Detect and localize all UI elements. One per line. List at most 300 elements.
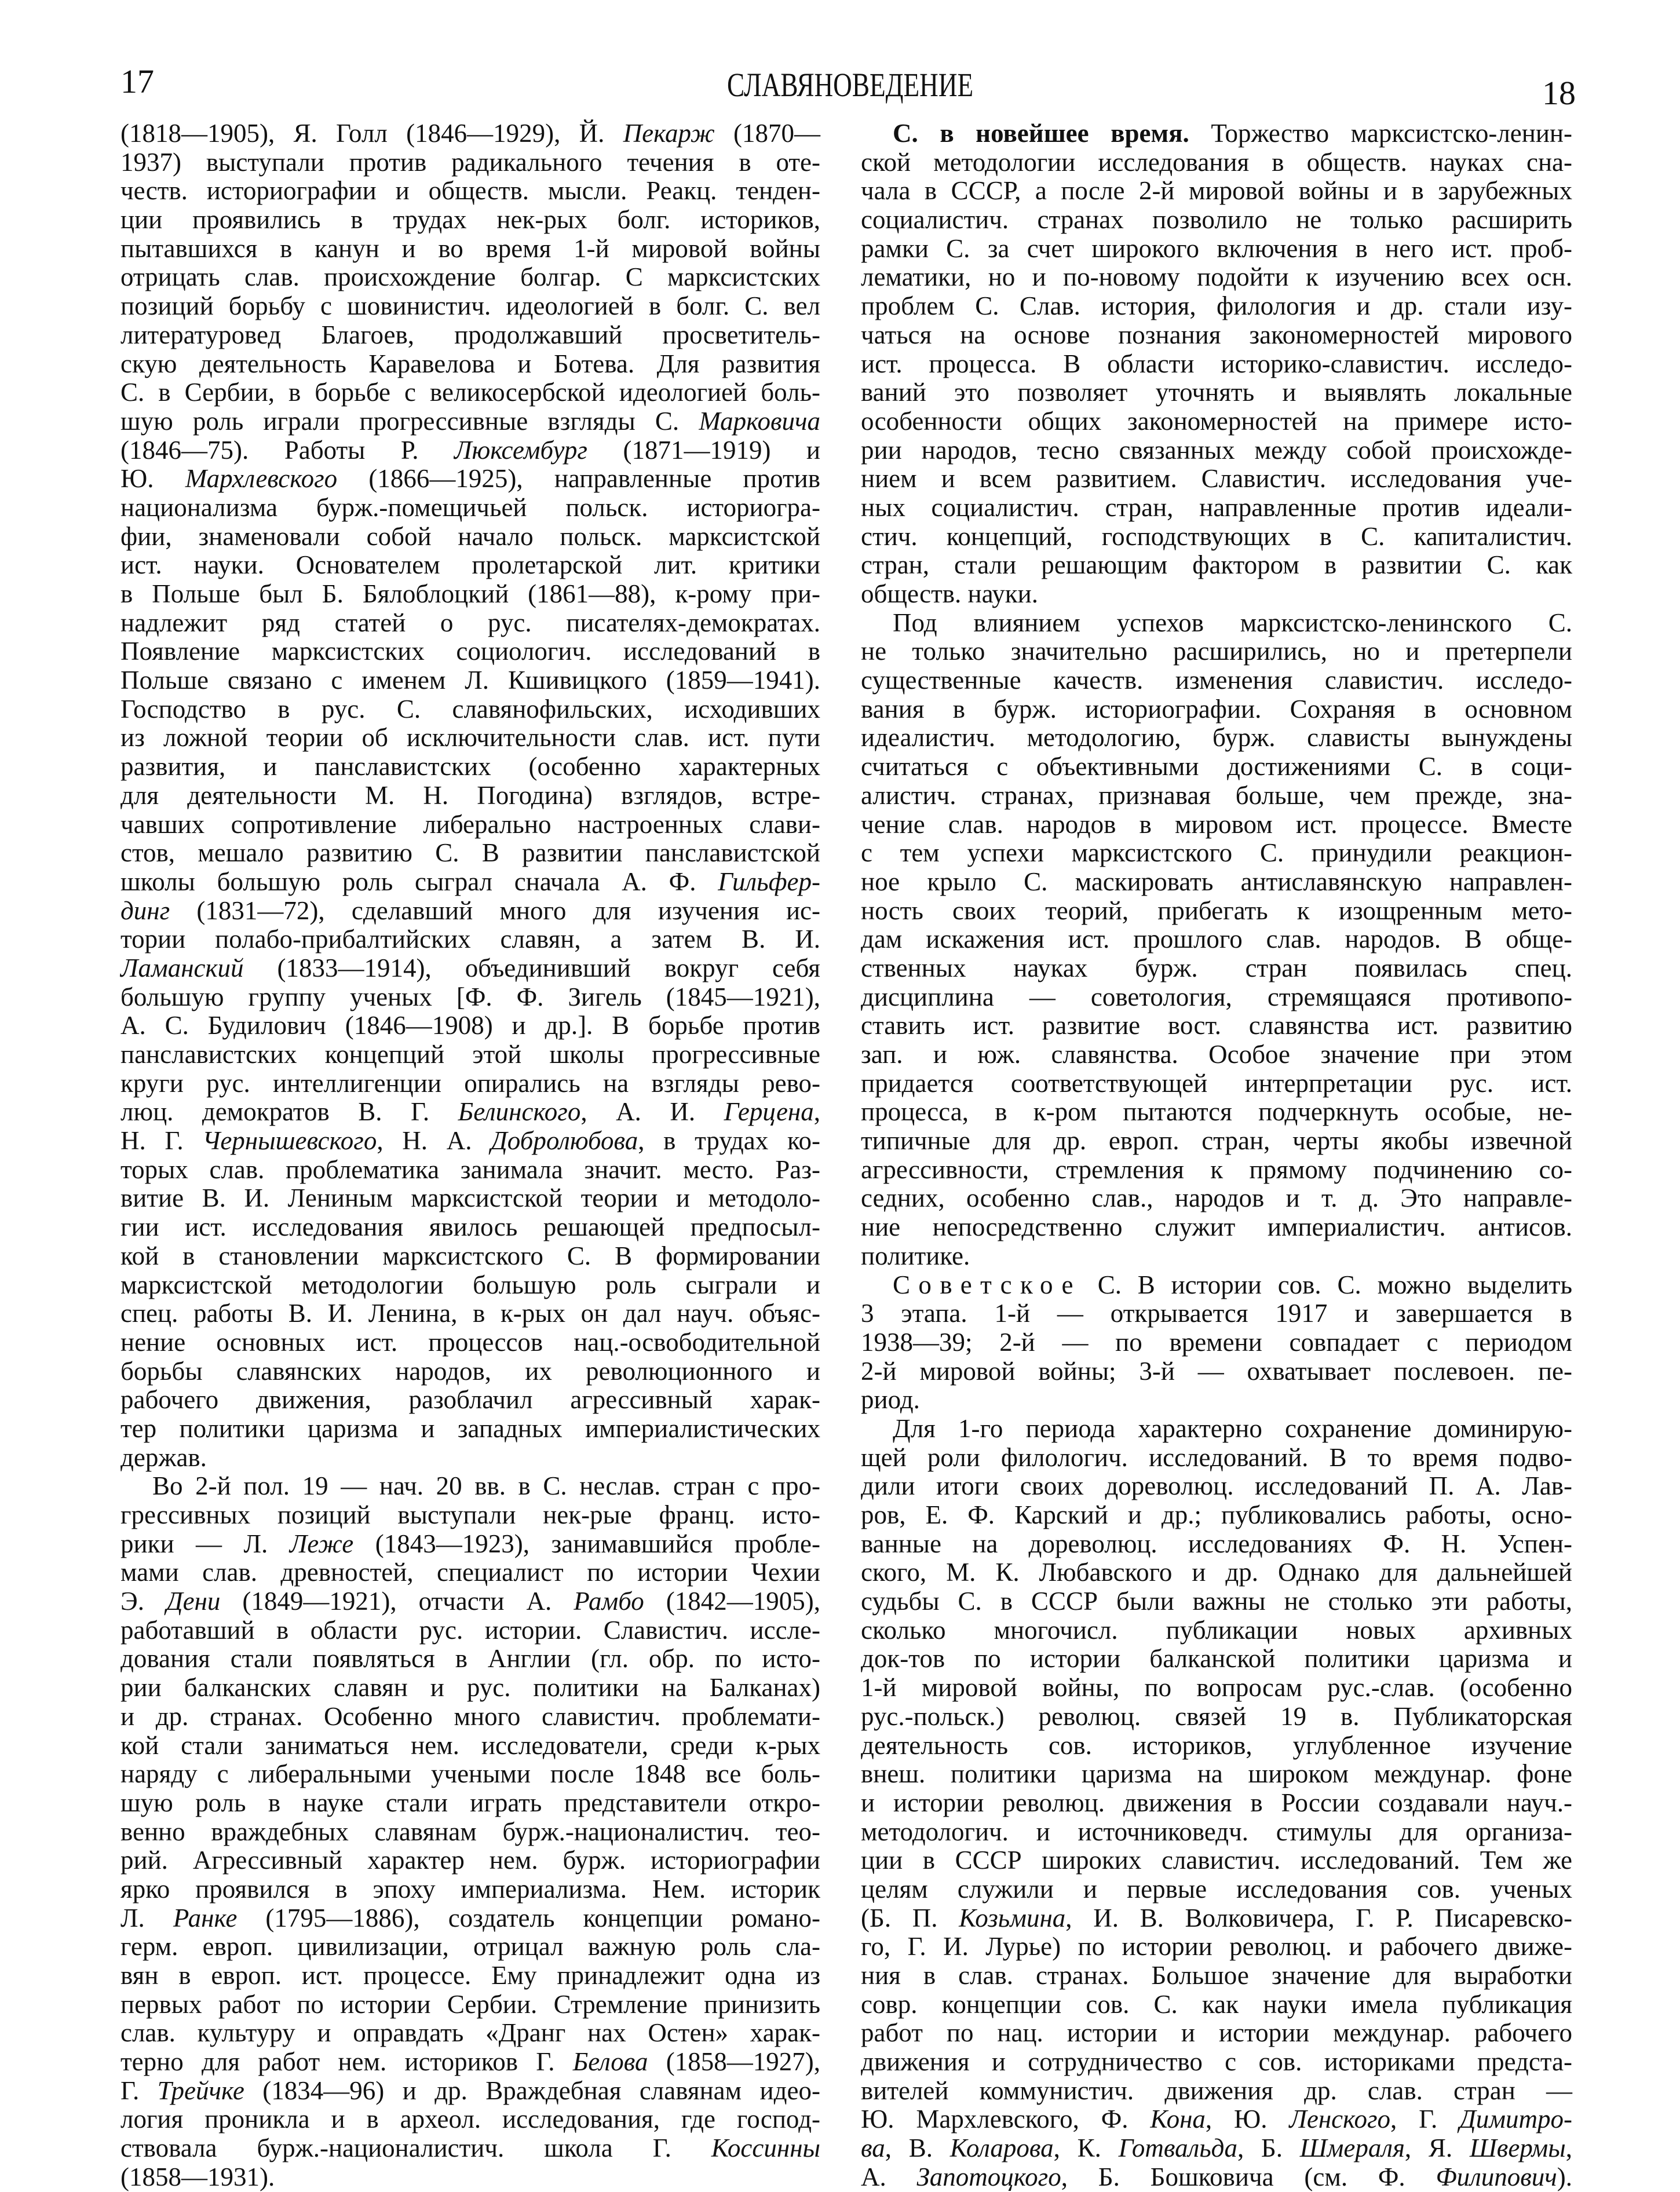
text-run: скую деятельность Каравелова и Ботева. Для развития (120, 349, 820, 378)
text-run: спец. работы В. И. Ленина, в к-рых он дал науч. объяс- (120, 1299, 820, 1328)
text-line (120, 1328, 820, 1357)
text-line (861, 868, 1572, 897)
text-line (861, 925, 1572, 954)
text-line (120, 637, 820, 666)
text-line (120, 1818, 820, 1847)
text-run: ции в СССР широких славистич. исследований. Тем же (861, 1846, 1572, 1875)
text-run: 1-й мировой войны, по вопросам рус.-слав. (особенно (861, 1673, 1572, 1703)
text-run: дили итоги своих дореволюц. исследований П. А. Лав- (861, 1471, 1572, 1501)
text-run: стов, мешало развитию С. В развитии панславистской (120, 838, 820, 868)
text-run: щей роли филологич. исследований. В то время подво- (861, 1442, 1572, 1472)
text-run: рии балканских славян и рус. политики на Балканах) (120, 1673, 820, 1703)
text-line (861, 781, 1572, 810)
page-number-right: 18 (1542, 74, 1576, 112)
text-line (861, 1271, 1572, 1300)
text-line (120, 1156, 820, 1185)
text-line (861, 637, 1572, 666)
text-line (861, 1040, 1572, 1069)
text-line (120, 1069, 820, 1098)
text-run: люц. демократов В. Г. (120, 1097, 458, 1127)
running-head-title: СЛАВЯНОВЕДЕНИЕ (727, 66, 974, 104)
text-run: фии, знаменовали собой начало польск. марксистской (120, 521, 820, 551)
text-line (861, 263, 1572, 292)
text-line (120, 1875, 820, 1904)
italic-name: Мархлевского (185, 464, 338, 494)
text-line (120, 148, 820, 177)
text-line (861, 1616, 1572, 1645)
text-run: нием и всем развитием. Славистич. исследования уче- (861, 464, 1572, 494)
text-run: 1937) выступали против радикального течения в оте- (120, 147, 820, 177)
text-line (861, 2163, 1572, 2192)
text-run: , Г. (1390, 2105, 1460, 2134)
text-line (120, 1645, 820, 1674)
text-run: ное крыло С. маскировать антиславянскую направлен- (861, 867, 1572, 896)
text-run: (1870— (714, 119, 820, 148)
text-line (120, 1904, 820, 1933)
italic-name: Гильфер- (718, 867, 820, 896)
text-run: для деятельности М. Н. Погодина) взглядов, встре- (120, 780, 820, 810)
text-line (861, 1098, 1572, 1127)
text-line (861, 465, 1572, 494)
text-run: мами слав. древностей, специалист по истории Чехии (120, 1558, 820, 1587)
text-run: ского, М. К. Любавского и др. Однако для дальнейшей (861, 1558, 1572, 1587)
italic-name: Готвальда (1118, 2133, 1237, 2163)
text-run: круги рус. интеллигенции опирались на взгляды рево- (120, 1068, 820, 1098)
italic-name: Кона (1150, 2105, 1206, 2134)
text-run: нение основных ист. процессов нац.-освободительной (120, 1327, 820, 1357)
text-line (120, 2134, 820, 2163)
text-run: особенности общих закономерностей на примере исто- (861, 406, 1572, 436)
text-line (120, 1127, 820, 1156)
text-run: С. в Сербии, в борьбе с великосербской идеологией боль- (120, 378, 820, 407)
italic-name: Дени (166, 1587, 221, 1616)
text-line (861, 810, 1572, 839)
text-line (120, 897, 820, 926)
italic-name: Герцена (724, 1097, 814, 1127)
text-line (120, 666, 820, 695)
text-line (120, 1558, 820, 1587)
italic-name: Коларова (949, 2133, 1054, 2163)
text-run: , А. И. (580, 1097, 724, 1127)
text-run: Э. (120, 1587, 166, 1616)
text-line (861, 1731, 1572, 1760)
text-line (861, 1587, 1572, 1616)
text-run: тории полабо-прибалтийских славян, а затем В. И. (120, 925, 820, 954)
text-run: ствовала бурж.-националистич. школа Г. (120, 2133, 711, 2163)
text-run: (1846—75). Работы Р. (120, 435, 455, 465)
text-line (120, 1616, 820, 1645)
text-line (861, 1242, 1572, 1271)
text-run: и др. странах. Особенно много славистич. проблемати- (120, 1701, 820, 1731)
text-line (120, 436, 820, 465)
text-run: , В. (885, 2133, 950, 2163)
text-line (120, 407, 820, 436)
text-run: рики — Л. (120, 1529, 290, 1558)
text-run: ставить ист. развитие вост. славянства ист. развитию (861, 1011, 1572, 1040)
text-run: придается соответствующей интерпретации рус. ист. (861, 1068, 1572, 1098)
text-run: ). (1557, 2162, 1572, 2191)
text-column-left (120, 119, 820, 2192)
text-run: школы большую роль сыграл сначала А. Ф. (120, 867, 718, 896)
text-run: А. (861, 2162, 917, 2191)
text-run: Господство в рус. С. славянофильских, исходивших (120, 694, 820, 724)
text-line (861, 580, 1572, 609)
text-line (120, 1299, 820, 1328)
text-line (861, 1328, 1572, 1357)
text-line (120, 1040, 820, 1069)
text-line (120, 465, 820, 494)
text-run: , (1565, 2133, 1573, 2163)
text-run: литературовед Благоев, продолжавший просветитель- (120, 320, 820, 349)
text-run: не только значительно расширились, но и претерпели (861, 637, 1572, 666)
text-run: С. В истории сов. С. можно выделить (1081, 1270, 1572, 1299)
text-line (120, 350, 820, 379)
text-line (861, 148, 1572, 177)
text-run: ист. процесса. В области историко-славистич. исследо- (861, 349, 1572, 378)
italic-name: Рамбо (574, 1587, 644, 1616)
text-run: ность своих теорий, прибегать к изощренным мето- (861, 896, 1572, 925)
text-run: и истории революц. движения в России создавали науч.- (861, 1788, 1572, 1817)
text-line (861, 1789, 1572, 1818)
text-run: позиций борьбу с шовинистич. идеологией в болг. С. вел (120, 291, 820, 321)
text-run: риод. (861, 1385, 920, 1415)
text-run: , Н. А. (377, 1126, 491, 1156)
text-run: док-тов по истории балканской политики царизма и (861, 1644, 1572, 1674)
text-line (861, 695, 1572, 724)
text-line (861, 1990, 1572, 2019)
italic-name: Ранке (173, 1903, 238, 1932)
text-line (861, 494, 1572, 523)
text-line (861, 1501, 1572, 1530)
text-line (861, 1444, 1572, 1473)
text-run: (1818—1905), Я. Голл (1846—1929), Й. (120, 119, 623, 148)
text-run: первых работ по истории Сербии. Стремление принизить (120, 1989, 820, 2019)
text-run: , К. (1053, 2133, 1119, 2163)
italic-name: Запотоцкого (916, 2162, 1061, 2191)
text-line (861, 2048, 1572, 2077)
text-run: герм. европ. цивилизации, отрицал важную роль сла- (120, 1932, 820, 1961)
text-line (861, 1184, 1572, 1213)
text-line (861, 235, 1572, 264)
text-run: судьбы С. в СССР были важны не столько эти работы, (861, 1587, 1572, 1616)
text-run: Г. (120, 2076, 158, 2105)
text-run: рус.-польск.) революц. связей 19 в. Публикаторская (861, 1701, 1572, 1731)
italic-name: ва (861, 2133, 885, 2163)
text-line (861, 321, 1572, 350)
text-run: вителей коммунистич. движения др. слав. стран — (861, 2076, 1572, 2105)
italic-name: Белинского (458, 1097, 581, 1127)
text-run: 3 этапа. 1-й — открывается 1917 и завершается в (861, 1299, 1572, 1328)
text-run: совр. концепции сов. С. как науки имела публикация (861, 1989, 1572, 2019)
text-run: витие В. И. Лениным марксистской теории и методоло- (120, 1183, 820, 1213)
text-column-right (861, 119, 1572, 2192)
text-line (120, 1098, 820, 1127)
text-line (120, 724, 820, 752)
page-number-left: 17 (120, 63, 154, 100)
text-run: (1843—1923), занимавшийся пробле- (353, 1529, 820, 1558)
text-run: целям служили и первые исследования сов. ученых (861, 1874, 1572, 1904)
text-run: существенные качеств. изменения славистич. исследо- (861, 666, 1572, 695)
text-run: методологич. и источниковедч. стимулы для организа- (861, 1817, 1572, 1846)
text-run: Польше связано с именем Л. Кшивицкого (1859—1941). (120, 666, 820, 695)
text-line (120, 206, 820, 235)
text-line (861, 1127, 1572, 1156)
text-line (861, 1069, 1572, 1098)
text-line (120, 2048, 820, 2077)
text-line (120, 1789, 820, 1818)
text-line (861, 407, 1572, 436)
text-line (861, 119, 1572, 148)
text-line (120, 177, 820, 206)
text-run: большую группу ученых [Ф. Ф. Зигель (1845—1921), (120, 982, 820, 1011)
text-line (861, 1760, 1572, 1789)
text-run: стран, стали решающим фактором в развитии С. как (861, 550, 1572, 580)
text-line (861, 292, 1572, 321)
text-run: зап. и юж. славянства. Особое значение при этом (861, 1040, 1572, 1069)
text-run: Для 1-го периода характерно сохранение доминирую- (893, 1413, 1572, 1443)
text-run: Н. Г. (120, 1126, 203, 1156)
text-line (861, 523, 1572, 551)
italic-name: Марковича (699, 406, 820, 436)
text-run: Появление марксистских социологич. исследований в (120, 637, 820, 666)
text-run: рий. Агрессивный характер нем. бурж. историографии (120, 1846, 820, 1875)
text-line (120, 983, 820, 1012)
text-line (861, 1530, 1572, 1559)
text-line (120, 1990, 820, 2019)
italic-name: Добролюбова (491, 1126, 638, 1156)
text-line (861, 897, 1572, 926)
text-line (120, 810, 820, 839)
text-line (861, 1932, 1572, 1961)
italic-name: Шмераля (1299, 2133, 1405, 2163)
text-line (120, 839, 820, 868)
text-run: ственных науках бурж. стран появилась спец. (861, 953, 1572, 982)
text-run: , И. В. Волковичера, Г. Р. Писаревско- (1065, 1903, 1572, 1932)
text-run: чавших сопротивление либерально настроенных слави- (120, 809, 820, 839)
text-run: держав. (120, 1442, 207, 1472)
text-line (120, 580, 820, 609)
text-line (120, 2077, 820, 2106)
italic-name: Леже (289, 1529, 354, 1558)
text-line (120, 2019, 820, 2048)
text-run: развития, и панславистских (особенно характерных (120, 752, 820, 781)
text-run: чение слав. народов в мировом ист. процессе. Вместе (861, 809, 1572, 839)
text-run: , в трудах ко- (638, 1126, 821, 1156)
text-line (861, 983, 1572, 1012)
text-run: рабочего движения, разоблачил агрессивный харак- (120, 1385, 820, 1415)
text-run: дам искажения ист. прошлого слав. народов. В обще- (861, 925, 1572, 954)
text-run: тер политики царизма и западных империалистических (120, 1413, 820, 1443)
text-run: го, Г. И. Лурье) по истории революц. и рабочего движе- (861, 1932, 1572, 1961)
text-line (120, 1846, 820, 1875)
text-run: надлежит ряд статей о рус. писателях-демократах. (120, 608, 820, 637)
text-line (120, 1731, 820, 1760)
text-line (861, 1558, 1572, 1587)
text-line (861, 1213, 1572, 1242)
section-heading: С. в новейшее время. (893, 119, 1189, 148)
text-run: (1849—1921), отчасти А. (220, 1587, 574, 1616)
text-run: (1866—1925), направленные против (337, 464, 820, 494)
text-line (120, 954, 820, 983)
text-line (120, 1415, 820, 1444)
text-run: пытавшихся в канун и во время 1-й мировой войны (120, 233, 820, 263)
text-line (120, 494, 820, 523)
text-run: , Б. Бошковича (см. Ф. (1061, 2162, 1436, 2191)
text-run: с тем успехи марксистского С. принудили реакцион- (861, 838, 1572, 868)
text-line (861, 177, 1572, 206)
text-line (861, 350, 1572, 379)
text-line (861, 752, 1572, 781)
text-run: (1858—1927), (648, 2047, 820, 2077)
text-run: терно для работ нем. историков Г. (120, 2047, 573, 2077)
text-run: честв. историографии и обществ. мысли. Реакц. тенден- (120, 176, 820, 206)
text-run: дисциплина — советология, стремящаяся противопо- (861, 982, 1572, 1011)
text-run: грессивных позиций выступали нек-рые франц. исто- (120, 1500, 820, 1529)
text-line (861, 378, 1572, 407)
text-run: марксистской методологии большую роль сыграли и (120, 1270, 820, 1299)
text-run: стич. концепций, господствующих в С. капиталистич. (861, 521, 1572, 551)
text-run: наряду с либеральными учеными после 1848 все боль- (120, 1759, 820, 1789)
italic-name: Козьмина (959, 1903, 1066, 1932)
text-run: венно враждебных славянам бурж.-националистич. тео- (120, 1817, 820, 1846)
text-run: из ложной теории об исключительности слав. ист. пути (120, 723, 820, 752)
text-run: в Польше был Б. Бялоблоцкий (1861—88), к-рому при- (120, 579, 820, 608)
text-line (120, 1530, 820, 1559)
text-run: алистич. странах, признавая больше, чем прежде, зна- (861, 780, 1572, 810)
text-run: кой в становлении марксистского С. В формировании (120, 1241, 820, 1270)
italic-name: Швермы (1469, 2133, 1566, 2163)
text-line (861, 1703, 1572, 1731)
text-run: торых слав. проблематика занимала значит. место. Раз- (120, 1155, 820, 1184)
text-run: ние непосредственно служит империалистич. антисов. (861, 1212, 1572, 1242)
text-line (120, 868, 820, 897)
text-run: чаться на основе познания закономерностей мирового (861, 320, 1572, 349)
italic-name: Филипович (1436, 2162, 1557, 2191)
text-run: борьбы славянских народов, их революционного и (120, 1356, 820, 1386)
text-run: проблем С. Слав. история, филология и др. стали изу- (861, 291, 1572, 321)
text-run: Ю. (120, 464, 185, 494)
text-line (861, 724, 1572, 752)
text-line (120, 752, 820, 781)
spaced-heading: Советское (893, 1270, 1082, 1299)
text-line (120, 1357, 820, 1386)
italic-name: Ламанский (120, 953, 244, 982)
text-run: панславистских концепций этой школы прогрессивные (120, 1040, 820, 1069)
text-run: седних, особенно слав., народов и т. д. Это направле- (861, 1183, 1572, 1213)
text-run: слав. культуру и оправдать «Дранг нах Остен» харак- (120, 2018, 820, 2048)
text-run: гии ист. исследования явилось решающей предпосыл- (120, 1212, 820, 1242)
text-run: национализма бурж.-помещичьей польск. историогра- (120, 492, 820, 522)
text-line (120, 1501, 820, 1530)
italic-name: Трейчке (157, 2076, 244, 2105)
text-run: А. С. Будилович (1846—1908) и др.]. В борьбе против (120, 1011, 820, 1040)
text-line (861, 1961, 1572, 1990)
text-run: шую роль играли прогрессивные взгляды С. (120, 406, 699, 436)
italic-name: Димитро- (1459, 2105, 1573, 2134)
text-run: рии народов, тесно связанных между собой происхожде- (861, 435, 1572, 465)
text-run: Ю. Мархлевского, Ф. (861, 2105, 1151, 2134)
text-line (120, 925, 820, 954)
text-line (861, 2019, 1572, 2048)
text-run: (Б. П. (861, 1903, 959, 1932)
text-line (120, 781, 820, 810)
text-line (120, 1444, 820, 1473)
text-line (861, 2134, 1572, 2163)
text-line (120, 1242, 820, 1271)
text-run: работ по нац. истории и истории междунар. рабочего (861, 2018, 1572, 2048)
text-run: обществ. науки. (861, 579, 1038, 608)
text-run: логия проникла и в археол. исследования, где господ- (120, 2105, 820, 2134)
text-run: ванные на дореволюц. исследованиях Ф. Н. Успен- (861, 1529, 1572, 1558)
text-line (120, 1184, 820, 1213)
text-line (861, 2105, 1572, 2134)
text-line (120, 1703, 820, 1731)
text-run: ист. науки. Основателем пролетарской лит. критики (120, 550, 820, 580)
text-line (120, 235, 820, 264)
text-run: Под влиянием успехов марксистско-ленинского С. (893, 608, 1572, 637)
text-line (861, 1156, 1572, 1185)
text-line (861, 1875, 1572, 1904)
text-run: вян в европ. ист. процессе. Ему принадлежит одна из (120, 1961, 820, 1990)
text-run: сколько многочисл. публикации новых архивных (861, 1615, 1572, 1645)
text-run: (1795—1886), создатель концепции романо- (237, 1903, 820, 1932)
text-line (120, 1587, 820, 1616)
text-line (120, 551, 820, 580)
text-run: , (813, 1097, 820, 1127)
text-line (120, 1271, 820, 1300)
text-line (861, 1011, 1572, 1040)
text-run: рамки С. за счет широкого включения в него ист. проб- (861, 233, 1572, 263)
text-line (120, 1760, 820, 1789)
text-line (120, 523, 820, 551)
text-run: Во 2-й пол. 19 — нач. 20 вв. в С. неслав. стран с про- (152, 1471, 820, 1501)
text-line (120, 1961, 820, 1990)
text-line (120, 1674, 820, 1703)
text-run: Л. (120, 1903, 173, 1932)
text-run: (1871—1919) и (587, 435, 820, 465)
text-run: лематики, но и по-новому подойти к изучению всех осн. (861, 262, 1572, 292)
text-line (120, 2163, 820, 2192)
text-run: деятельность сов. историков, углубленное изучение (861, 1730, 1572, 1760)
text-run: (1842—1905), (644, 1587, 820, 1616)
text-run: (1833—1914), объединивший вокруг себя (243, 953, 820, 982)
italic-name: Пекарж (623, 119, 715, 148)
text-run: идеалистич. методологию, бурж. слависты вынуждены (861, 723, 1572, 752)
text-run: политике. (861, 1241, 970, 1270)
text-line (861, 2077, 1572, 2106)
italic-name: динг (120, 896, 170, 925)
text-line (861, 1472, 1572, 1501)
italic-name: Белова (572, 2047, 648, 2077)
text-line (861, 666, 1572, 695)
text-run: кой стали заниматься нем. исследователи, среди к-рых (120, 1730, 820, 1760)
text-run: внеш. политики царизма на широком междунар. фоне (861, 1759, 1572, 1789)
text-line (861, 1299, 1572, 1328)
text-line (861, 839, 1572, 868)
text-run: типичные для др. европ. стран, черты якобы извечной (861, 1126, 1572, 1156)
text-run: ской методологии исследования в обществ. науках сна- (861, 147, 1572, 177)
text-run: , Ю. (1205, 2105, 1290, 2134)
text-run: , Я. (1404, 2133, 1470, 2163)
text-run: Торжество марксистско-ленин- (1189, 119, 1573, 148)
text-run: считаться с объективными достижениями С. в соци- (861, 752, 1572, 781)
text-line (120, 1386, 820, 1415)
text-line (861, 206, 1572, 235)
text-line (120, 378, 820, 407)
text-line (120, 609, 820, 638)
italic-name: Ленского (1289, 2105, 1391, 2134)
text-run: ния в слав. странах. Большое значение для выработки (861, 1961, 1572, 1990)
